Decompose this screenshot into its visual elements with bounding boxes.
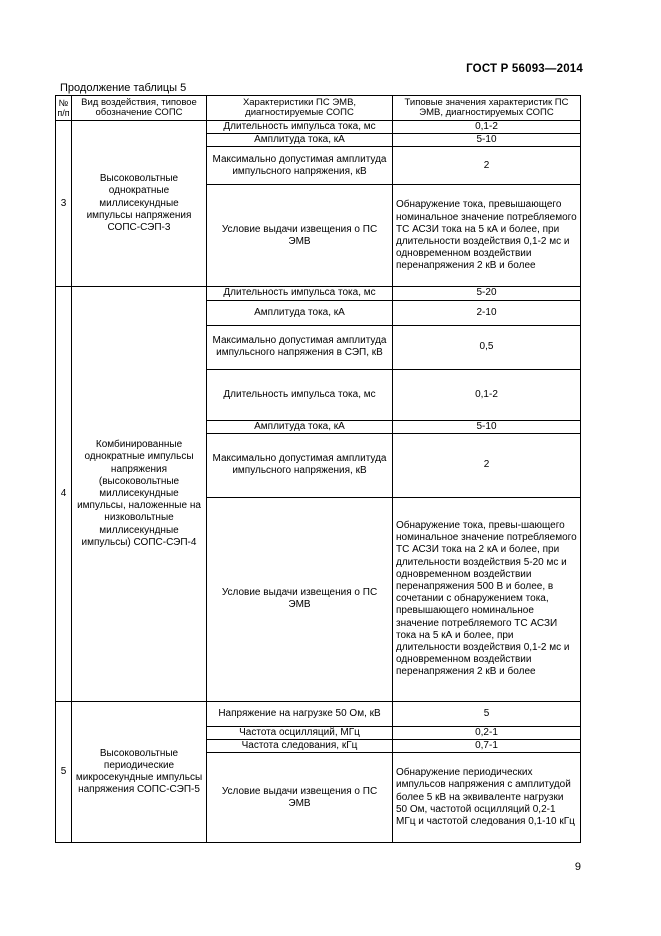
- characteristic: Напряжение на нагрузке 50 Ом, кВ: [207, 701, 393, 726]
- characteristic: Частота осцилляций, МГц: [207, 726, 393, 739]
- row-num: 3: [56, 121, 72, 287]
- characteristic: Длительность импульса тока, мс: [207, 121, 393, 134]
- row-num: 5: [56, 701, 72, 842]
- typical-value: Обнаружение тока, превы-шающего номинальное значение потребляемого ТС АСЗИ тока на 2 кА и более, при длительности воздействия 5-20 мс и одновременном воздействии перенапряжения 500 В и более, в сочетании с обнаружением тока, превышающего номинальное значение потребляемого ТС АСЗИ тока на 5 кА и более, при длительности воздействия 0,1-2 мс и одновременном воздействии перенапряжения 2 кВ и более: [393, 497, 581, 701]
- impact-type: Высоковольтные однократные миллисекундные импульсы напряжения СОПС-СЭП-3: [72, 121, 207, 287]
- typical-value: 2: [393, 147, 581, 185]
- impact-type: Высоковольтные периодические микросекундные импульсы напряжения СОПС-СЭП-5: [72, 701, 207, 842]
- col-header-value: Типовые значения характеристик ПС ЭМВ, диагностируемых СОПС: [393, 96, 581, 121]
- characteristic: Условие выдачи извещения о ПС ЭМВ: [207, 753, 393, 843]
- col-header-char: Характеристики ПС ЭМВ, диагностируемые СОПС: [207, 96, 393, 121]
- characteristic: Максимально допустимая амплитуда импульсного напряжения в СЭП, кВ: [207, 325, 393, 369]
- characteristic: Условие выдачи извещения о ПС ЭМВ: [207, 185, 393, 287]
- impact-type: Комбинированные однократные импульсы напряжения (высоковольтные миллисекундные импульсы, наложенные на низковольтные миллисекундные импульсы) СОПС-СЭП-4: [72, 287, 207, 701]
- typical-value: 5-20: [393, 287, 581, 300]
- typical-value: Обнаружение периодических импульсов напряжения с амплитудой более 5 кВ на эквиваленте нагрузки 50 Ом, частотой осцилляций 0,2-1 МГц и частотой следования 0,1-10 кГц: [393, 753, 581, 843]
- table-header-row: [56, 96, 581, 121]
- characteristic: Условие выдачи извещения о ПС ЭМВ: [207, 497, 393, 701]
- table-row: [56, 287, 581, 300]
- typical-value: Обнаружение тока, превышающего номинальное значение потребляемого ТС АСЗИ тока на 5 кА и более, при длительности воздействия 0,1-2 мс и одновременном воздействии перенапряжения 2 кВ и более: [393, 185, 581, 287]
- characteristic: Длительность импульса тока, мс: [207, 287, 393, 300]
- typical-value: 5-10: [393, 420, 581, 433]
- typical-value: 2: [393, 433, 581, 497]
- typical-value: 0,1-2: [393, 369, 581, 420]
- row-num: 4: [56, 287, 72, 701]
- characteristic: Максимально допустимая амплитуда импульсного напряжения, кВ: [207, 147, 393, 185]
- typical-value: 5: [393, 701, 581, 726]
- table-row: [56, 121, 581, 134]
- col-header-type: Вид воздействия, типовое обозначение СОПС: [72, 96, 207, 121]
- typical-value: 0,2-1: [393, 726, 581, 739]
- characteristic: Частота следования, кГц: [207, 740, 393, 753]
- col-header-num: № п/п: [56, 96, 72, 121]
- table-row: [56, 701, 581, 726]
- typical-value: 0,1-2: [393, 121, 581, 134]
- characteristic: Амплитуда тока, кА: [207, 420, 393, 433]
- characteristic: Амплитуда тока, кА: [207, 300, 393, 325]
- specification-table: [55, 95, 581, 843]
- standard-designation: ГОСТ Р 56093—2014: [466, 63, 583, 75]
- table-caption: Продолжение таблицы 5: [60, 82, 187, 94]
- characteristic: Максимально допустимая амплитуда импульсного напряжения, кВ: [207, 433, 393, 497]
- page-number: 9: [574, 861, 581, 873]
- typical-value: 5-10: [393, 134, 581, 147]
- typical-value: 2-10: [393, 300, 581, 325]
- characteristic: Амплитуда тока, кА: [207, 134, 393, 147]
- typical-value: 0,5: [393, 325, 581, 369]
- typical-value: 0,7-1: [393, 740, 581, 753]
- characteristic: Длительность импульса тока, мс: [207, 369, 393, 420]
